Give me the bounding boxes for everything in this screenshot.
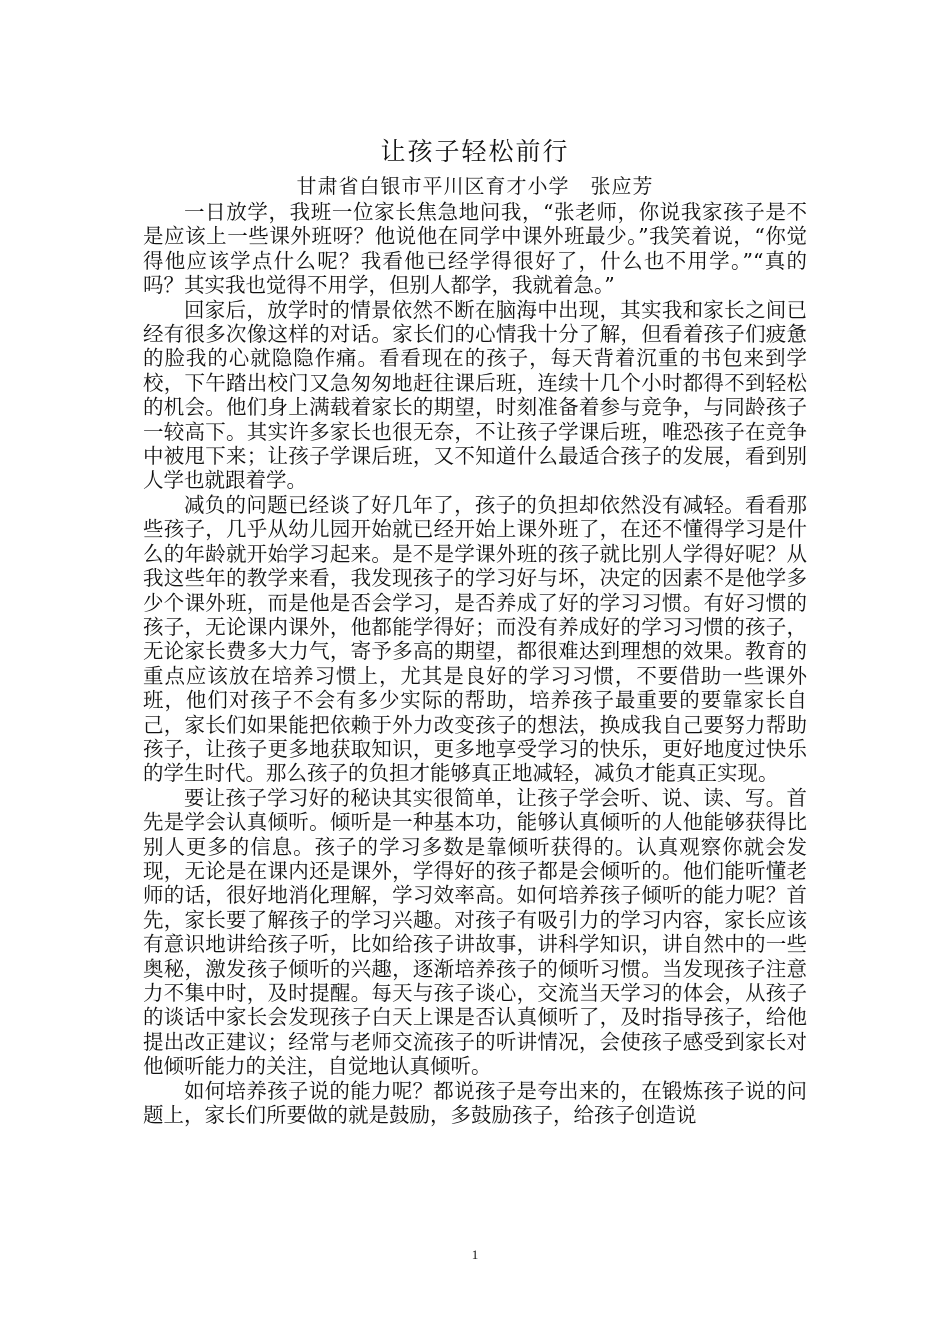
page-title: 让孩子轻松前行 — [380, 137, 570, 166]
paragraph-4: 要让孩子学习好的秘诀其实很简单，让孩子学会听、说、读、写。首先是学会认真倾听。倾听是一种基本功，能够认真倾听的人他能够获得比别人更多的信息。孩子的学习多数是靠倾听获得的。认真观察你就会发现，无论是在课内还是课外，学得好的孩子都是会倾听的。他们能听懂老师的话，很好地消化理解，学习效率高。如何培养孩子倾听的能力呢？首先，家长要了解孩子的学习兴趣。对孩子有吸引力的学习内容，家长应该有意识地讲给孩子听，比如给孩子讲故事，讲科学知识，讲自然中的一些奥秘，激发孩子倾听的兴趣，逐渐培养孩子的倾听习惯。当发现孩子注意力不集中时，及时提醒。每天与孩子谈心，交流当天学习的体会，从孩子的谈话中家长会发现孩子白天上课是否认真倾听了，及时指导孩子，给他提出改正建议；经常与老师交流孩子的听讲情况，会使孩子感受到家长对他倾听能力的关注，自觉地认真倾听。 — [143, 785, 807, 1079]
paragraph-1: 一日放学，我班一位家长焦急地问我，“张老师，你说我家孩子是不是应该上一些课外班呀？他说他在同学中课外班最少。”我笑着说，“你觉得他应该学点什么呢？我看他已经学得很好了，什么也不用学。”“真的吗？其实我也觉得不用学，但别人都学，我就着急。” — [143, 200, 807, 298]
author-line: 甘肃省白银市平川区育才小学 张应芳 — [296, 174, 654, 198]
document-body — [143, 136, 807, 1127]
paragraph-3: 减负的问题已经谈了好几年了，孩子的负担却依然没有减轻。看看那些孩子，几乎从幼儿园开始就已经开始上课外班了，在还不懂得学习是什么的年龄就开始学习起来。是不是学课外班的孩子就比别人学得好呢？从我这些年的教学来看，我发现孩子的学习好与坏，决定的因素不是他学多少个课外班，而是他是否会学习，是否养成了好的学习习惯。有好习惯的孩子，无论课内课外，他都能学得好；而没有养成好的学习习惯的孩子，无论家长费多大力气，寄予多高的期望，都很难达到理想的效果。教育的重点应该放在培养习惯上，尤其是良好的学习习惯，不要借助一些课外班，他们对孩子不会有多少实际的帮助，培养孩子最重要的要靠家长自己，家长们如果能把依赖于外力改变孩子的想法，换成我自己要努力帮助孩子，让孩子更多地获取知识，更多地享受学习的快乐，更好地度过快乐的学生时代。那么孩子的负担才能够真正地减轻，减负才能真正实现。 — [143, 492, 807, 786]
paragraph-2: 回家后，放学时的情景依然不断在脑海中出现，其实我和家长之间已经有很多次像这样的对话。家长们的心情我十分了解，但看着孩子们疲惫的脸我的心就隐隐作痛。看看现在的孩子，每天背着沉重的书包来到学校，下午踏出校门又急匆匆地赶往课后班，连续十几个小时都得不到轻松的机会。他们身上满载着家长的期望，时刻准备着参与竞争，与同龄孩子一较高下。其实许多家长也很无奈，不让孩子学课后班，唯恐孩子在竞争中被甩下来；让孩子学课后班，又不知道什么最适合孩子的发展，看到别人学也就跟着学。 — [143, 297, 807, 493]
paragraph-5: 如何培养孩子说的能力呢？都说孩子是夸出来的，在锻炼孩子说的问题上，家长们所要做的就是鼓励，多鼓励孩子，给孩子创造说 — [143, 1078, 807, 1128]
page-number: 1 — [471, 1247, 479, 1262]
